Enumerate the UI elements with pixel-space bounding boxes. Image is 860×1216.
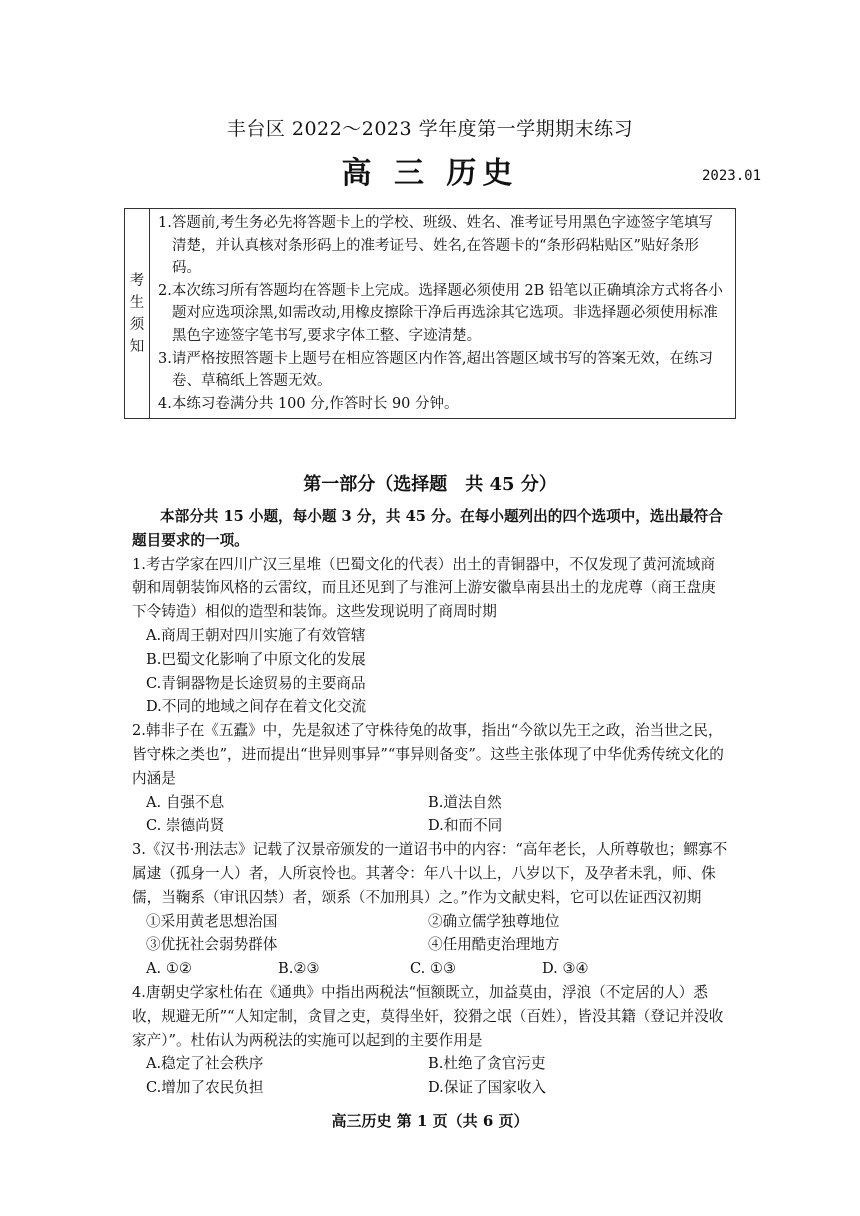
option-b: B.道法自然 [428, 793, 502, 811]
part-one-title: 第一部分（选择题 共 45 分） [303, 474, 557, 495]
option-c: C. ①③ [410, 960, 457, 978]
questions-area [132, 505, 728, 1100]
notice-label-char: 须 [129, 316, 145, 333]
statement-3: ③优抚社会弱势群体 [146, 936, 278, 954]
statement-4: ④任用酷吏治理地方 [428, 936, 560, 954]
notice-item: 1.答题前,考生务必先将答题卡上的学校、班级、姓名、准考证号用黑色字迹签字笔填写清楚，并认真核对条形码上的准考证号、姓名,在答题卡的“条形码粘贴区”贴好条形码。 [158, 215, 713, 277]
notice-label-char: 生 [129, 294, 145, 311]
notice-item: 3.请严格按照答题卡上题号在相应答题区内作答,超出答题区域书写的答案无效，在练习卷、草稿纸上答题无效。 [158, 350, 713, 390]
option-c: C.青铜器物是长途贸易的主要商品 [146, 674, 366, 692]
option-a: A.商周王朝对四川实施了有效管辖 [146, 626, 366, 644]
exam-subtitle: 丰台区 2022～2023 学年度第一学期期末练习 [226, 118, 634, 140]
statement-2: ②确立儒学独尊地位 [428, 912, 560, 930]
question-stem: 2.韩非子在《五蠹》中，先是叙述了守株待兔的故事，指出“今欲以先王之政，治当世之民，皆守株之类也”，进而提出“世异则事异”“事异则备变”。这些主张体现了中华优秀传统文化的内涵是 [132, 722, 724, 787]
question-stem: 4.唐朝史学家杜佑在《通典》中指出两税法“恒额既立，加益莫由，浮浪（不定居的人）悉收，规避无所”“人知定制，贪冒之吏，莫得坐奸，狡猾之氓（百姓），皆没其籍（登记并没收家产）”。杜佑认为两税法的实施可以起到的主要作用是 [132, 983, 724, 1049]
statement-1: ①采用黄老思想治国 [146, 912, 278, 930]
notice-label-char: 知 [129, 338, 145, 355]
option-b: B.②③ [278, 960, 320, 978]
option-b: B.杜绝了贪官污吏 [428, 1055, 546, 1073]
notice-label-char: 考 [129, 272, 145, 289]
option-c: C.增加了农民负担 [146, 1079, 264, 1097]
part-one-intro: 本部分共 15 小题，每小题 3 分，共 45 分。在每小题列出的四个选项中，选出最符合题目要求的一项。 [132, 508, 723, 549]
question-4 [132, 981, 728, 1100]
option-a: A.稳定了社会秩序 [146, 1055, 264, 1073]
question-stem: 3.《汉书·刑法志》记载了汉景帝颁发的一道诏书中的内容：“高年老长，人所尊敬也；鳏寡不属逮（孤身一人）者，人所哀怜也。其著令：年八十以上，八岁以下，及孕者未乳，师、侏儒，当鞠系（审讯囚禁）者，颂系（不加刑具）之。”作为文献史料，它可以佐证西汉初期 [132, 841, 728, 906]
notice-item: 4.本练习卷满分共 100 分,作答时长 90 分钟。 [158, 395, 459, 412]
option-c: C. 崇德尚贤 [146, 817, 225, 835]
notice-box [124, 208, 736, 419]
option-d: D.和而不同 [428, 817, 503, 835]
exam-title: 高 三 历史 [341, 156, 519, 191]
question-1 [132, 553, 728, 720]
notice-item: 2.本次练习所有答题均在答题卡上完成。选择题必须使用 2B 铅笔以正确填涂方式将各小题对应选项涂黑,如需改动,用橡皮擦除干净后再选涂其它选项。非选择题必须使用标准黑色字迹签字笔书写,要求字体工整、字迹清楚。 [158, 282, 723, 344]
question-3 [132, 838, 728, 981]
option-d: D.保证了国家收入 [428, 1079, 546, 1097]
question-stem: 1.考古学家在四川广汉三星堆（巴蜀文化的代表）出土的青铜器中，不仅发现了黄河流域商朝和周朝装饰风格的云雷纹，而且还见到了与淮河上游安徽阜南县出土的龙虎尊（商王盘庚下令铸造）相似的造型和装饰。这些发现说明了商周时期 [132, 555, 716, 621]
question-2 [132, 719, 728, 838]
page-footer: 高三历史 第 1 页（共 6 页） [331, 1112, 529, 1130]
notice-label [125, 209, 150, 419]
option-a: A. 自强不息 [146, 793, 225, 811]
option-b: B.巴蜀文化影响了中原文化的发展 [146, 650, 366, 668]
option-d: D. ③④ [542, 960, 589, 978]
notice-items [150, 209, 736, 419]
option-a: A. ①② [146, 960, 192, 978]
exam-date: 2023.01 [702, 168, 762, 184]
option-d: D.不同的地域之间存在着文化交流 [146, 698, 367, 716]
